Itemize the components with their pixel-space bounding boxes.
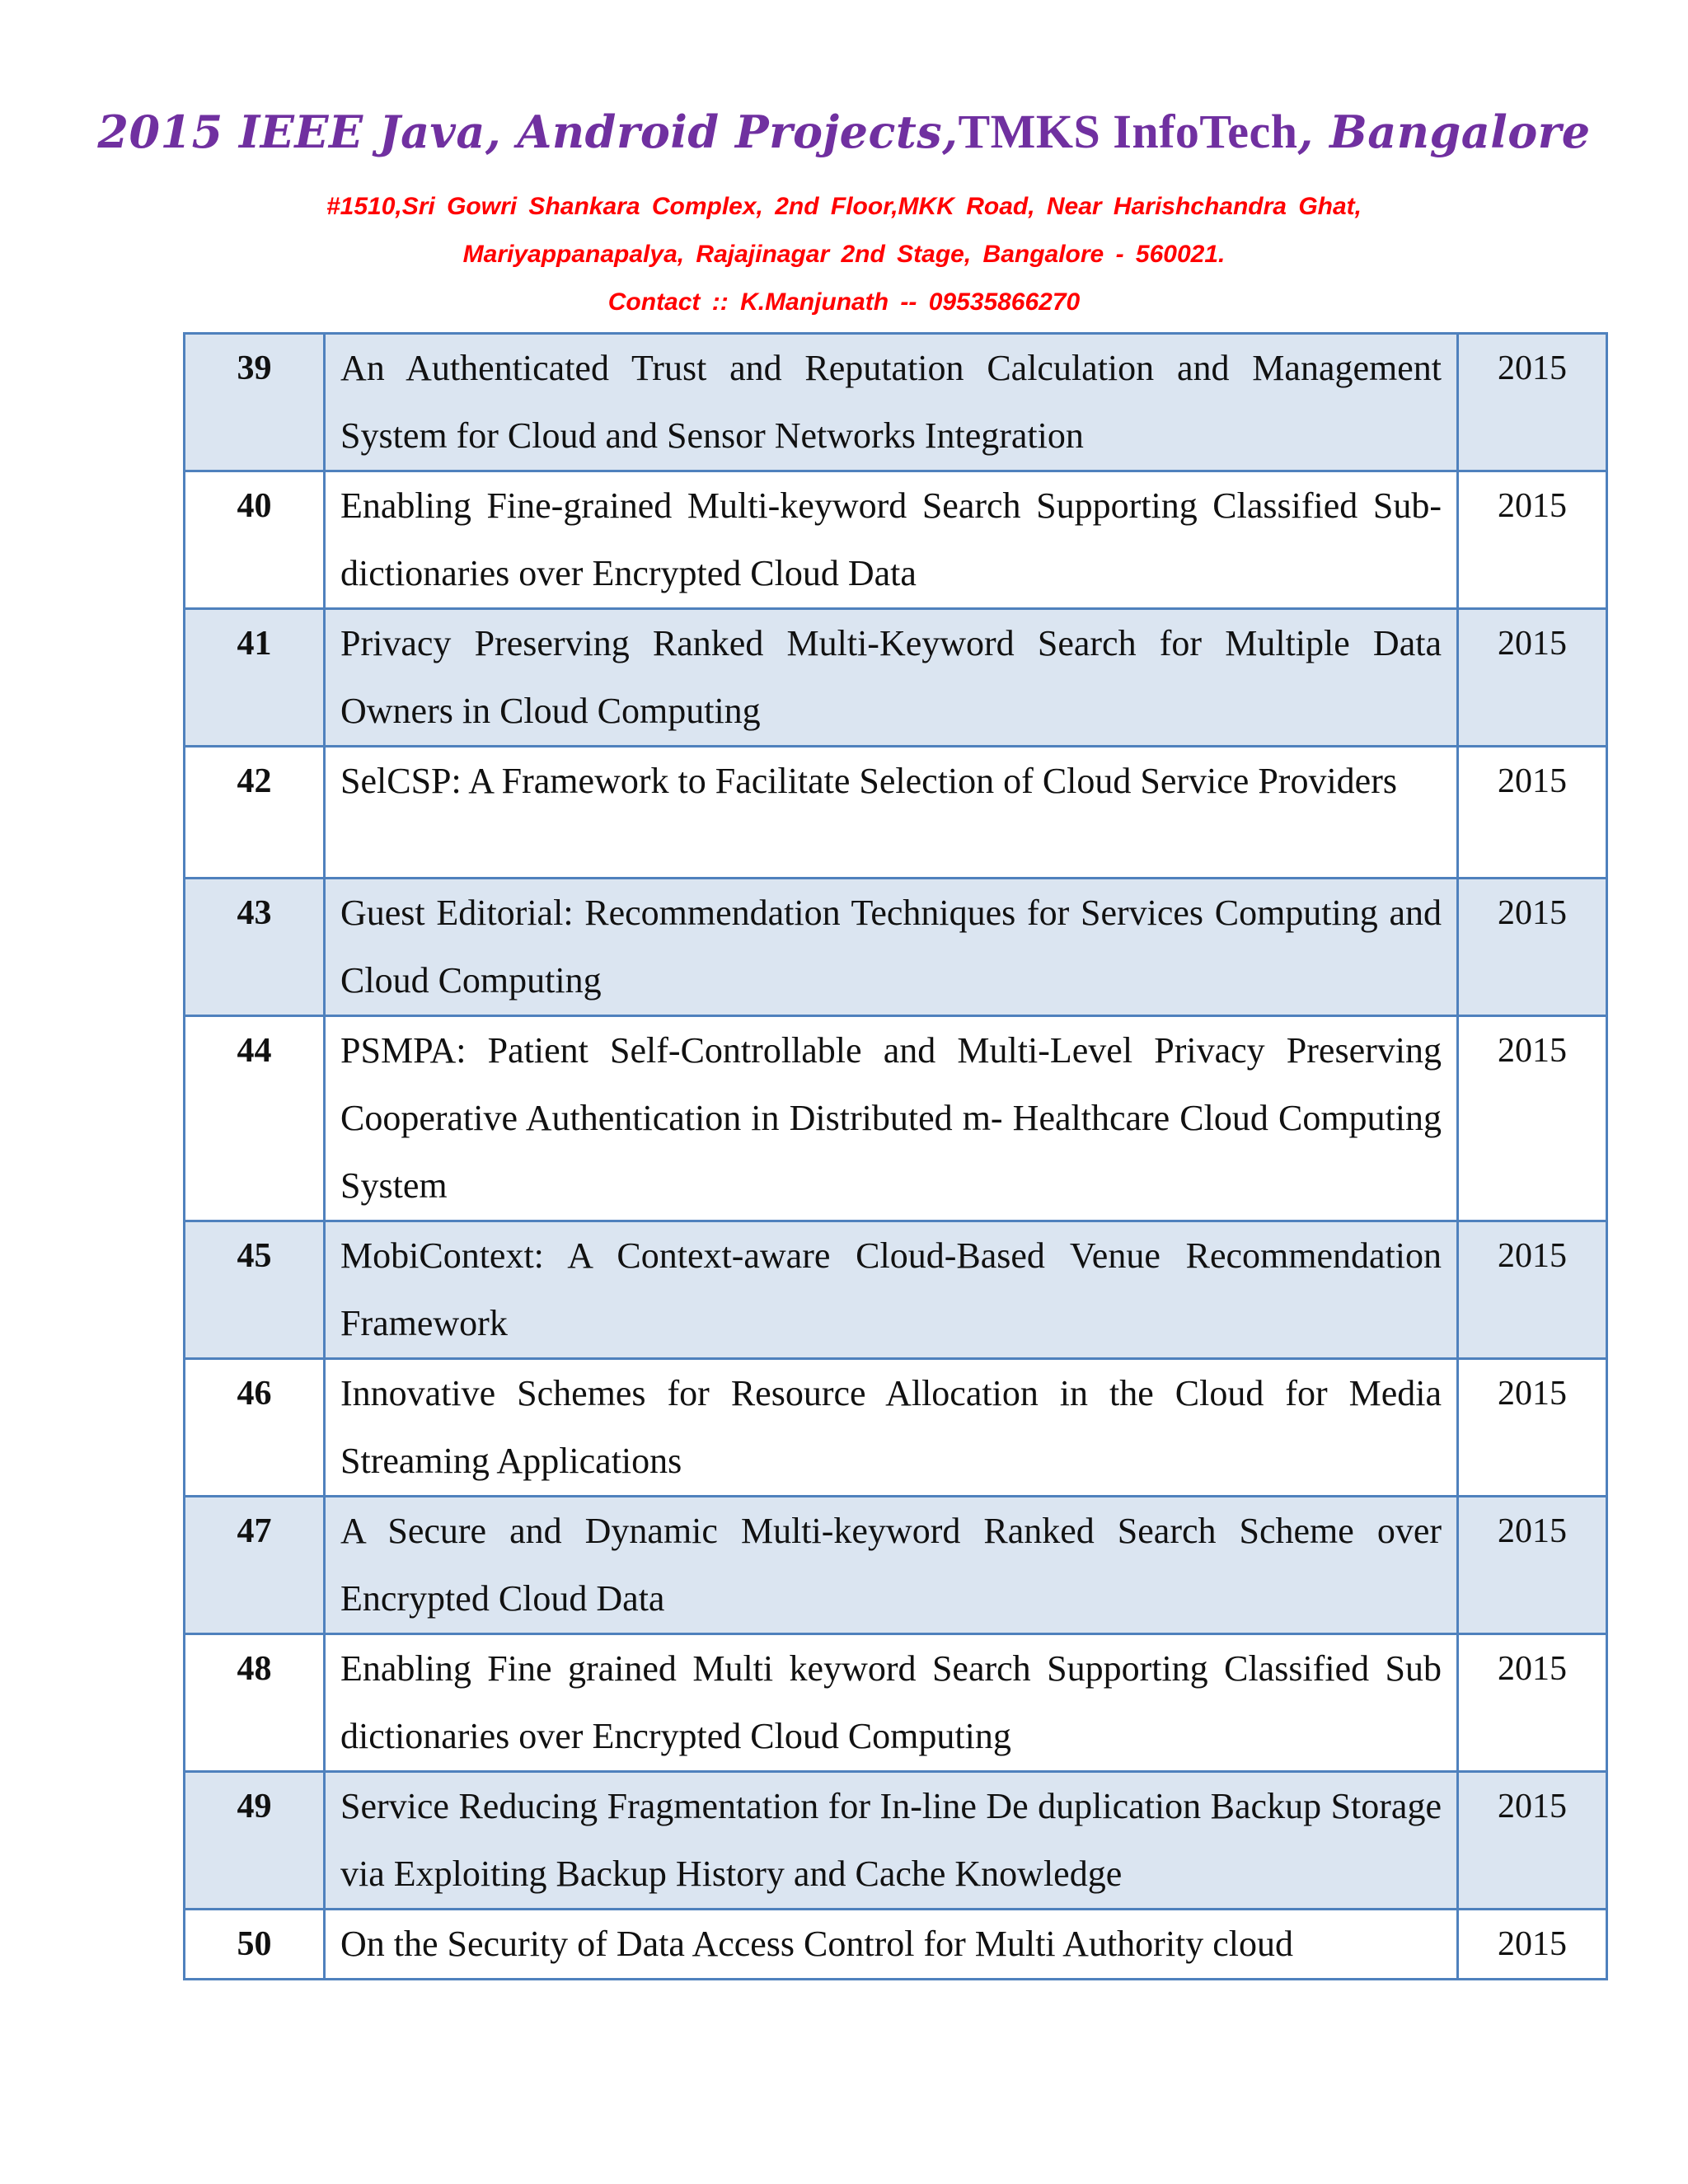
project-title: Service Reducing Fragmentation for In-line De duplication Backup Storage via Exploiting Backup History and Cache Knowledge <box>325 1772 1458 1910</box>
project-title: SelCSP: A Framework to Facilitate Selection of Cloud Service Providers <box>325 747 1458 879</box>
project-number: 49 <box>185 1772 325 1910</box>
table-row <box>185 471 1607 609</box>
project-title: Privacy Preserving Ranked Multi-Keyword Search for Multiple Data Owners in Cloud Computing <box>325 609 1458 747</box>
project-year: 2015 <box>1458 1221 1607 1359</box>
project-title: MobiContext: A Context-aware Cloud-Based Venue Recommendation Framework <box>325 1221 1458 1359</box>
project-year: 2015 <box>1458 334 1607 471</box>
project-year: 2015 <box>1458 1359 1607 1497</box>
project-year: 2015 <box>1458 1910 1607 1980</box>
project-title: Enabling Fine-grained Multi-keyword Search Supporting Classified Sub-dictionaries over Encrypted Cloud Data <box>325 471 1458 609</box>
title-suffix: , Bangalore <box>1297 105 1591 158</box>
address-line-2: Mariyappanapalya, Rajajinagar 2nd Stage, Bangalore - 560021. <box>462 241 1226 268</box>
table-row <box>185 1910 1607 1980</box>
project-year: 2015 <box>1458 1772 1607 1910</box>
table-row <box>185 1359 1607 1497</box>
page-header <box>0 99 1688 326</box>
project-number: 42 <box>185 747 325 879</box>
project-title: An Authenticated Trust and Reputation Calculation and Management System for Cloud and Sensor Networks Integration <box>325 334 1458 471</box>
projects-table <box>183 332 1608 1980</box>
project-title: Guest Editorial: Recommendation Techniques for Services Computing and Cloud Computing <box>325 879 1458 1016</box>
table-row <box>185 1497 1607 1634</box>
project-number: 48 <box>185 1634 325 1772</box>
table-row <box>185 609 1607 747</box>
table-row <box>185 1221 1607 1359</box>
page-title <box>0 99 1688 165</box>
company-name: TMKS InfoTech <box>958 105 1298 158</box>
table-row <box>185 1634 1607 1772</box>
project-number: 45 <box>185 1221 325 1359</box>
project-year: 2015 <box>1458 1634 1607 1772</box>
project-year: 2015 <box>1458 747 1607 879</box>
project-year: 2015 <box>1458 1497 1607 1634</box>
project-number: 40 <box>185 471 325 609</box>
table-row <box>185 1016 1607 1221</box>
project-year: 2015 <box>1458 471 1607 609</box>
project-title: Innovative Schemes for Resource Allocation in the Cloud for Media Streaming Applications <box>325 1359 1458 1497</box>
project-year: 2015 <box>1458 609 1607 747</box>
table-row <box>185 1772 1607 1910</box>
table-row <box>185 334 1607 471</box>
title-prefix: 2015 IEEE Java, Android Projects, <box>97 105 959 158</box>
project-year: 2015 <box>1458 879 1607 1016</box>
project-title: PSMPA: Patient Self-Controllable and Multi-Level Privacy Preserving Cooperative Authentication in Distributed m- Healthcare Cloud Computing System <box>325 1016 1458 1221</box>
project-number: 47 <box>185 1497 325 1634</box>
project-year: 2015 <box>1458 1016 1607 1221</box>
project-number: 50 <box>185 1910 325 1980</box>
project-number: 39 <box>185 334 325 471</box>
address-line-1: #1510,Sri Gowri Shankara Complex, 2nd Floor,MKK Road, Near Harishchandra Ghat, <box>326 193 1362 220</box>
contact-line: Contact :: K.Manjunath -- 09535866270 <box>607 288 1081 316</box>
project-number: 46 <box>185 1359 325 1497</box>
table-row <box>185 747 1607 879</box>
project-title: On the Security of Data Access Control for Multi Authority cloud <box>325 1910 1458 1980</box>
project-title: A Secure and Dynamic Multi-keyword Ranked Search Scheme over Encrypted Cloud Data <box>325 1497 1458 1634</box>
project-number: 41 <box>185 609 325 747</box>
project-title: Enabling Fine grained Multi keyword Search Supporting Classified Sub dictionaries over Encrypted Cloud Computing <box>325 1634 1458 1772</box>
project-number: 43 <box>185 879 325 1016</box>
table-row <box>185 879 1607 1016</box>
project-number: 44 <box>185 1016 325 1221</box>
